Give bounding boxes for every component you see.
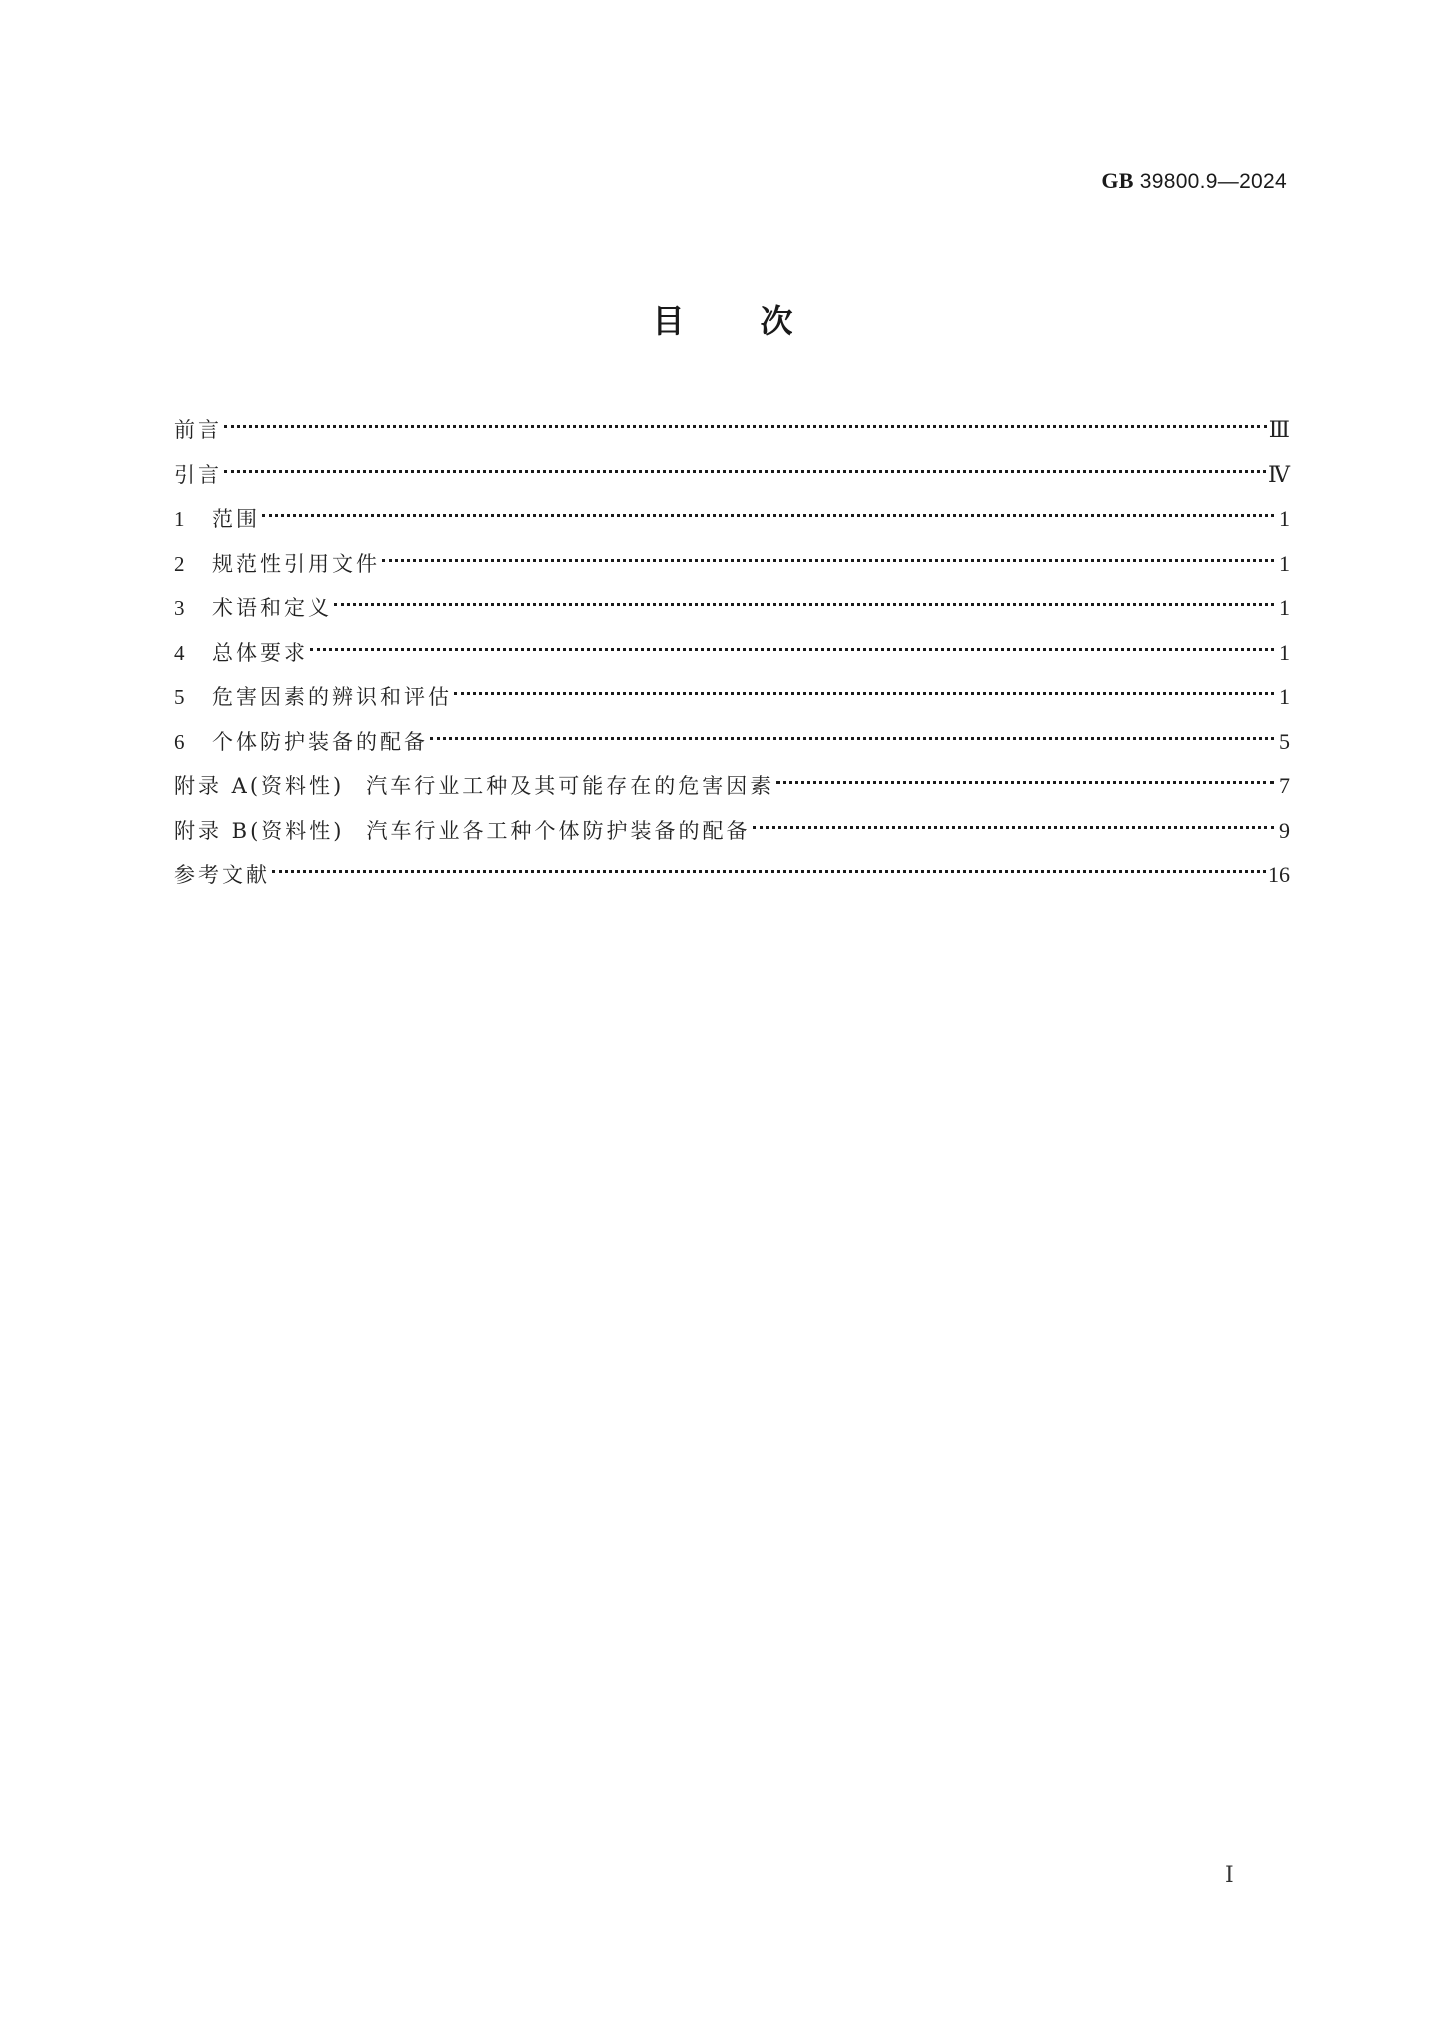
standard-prefix: GB bbox=[1101, 168, 1134, 193]
toc-entry-label: 危害因素的辨识和评估 bbox=[212, 685, 452, 709]
title-char-2: 次 bbox=[760, 302, 793, 340]
dot-leader bbox=[382, 559, 1274, 562]
toc-entry-label: 范围 bbox=[212, 507, 260, 531]
dot-leader bbox=[262, 514, 1274, 517]
dot-leader bbox=[753, 826, 1275, 829]
toc-entry-page: 5 bbox=[1279, 728, 1290, 754]
toc-entry-label: 汽车行业各工种个体防护装备的配备 bbox=[366, 818, 751, 843]
toc-entry-number: 4 bbox=[174, 640, 185, 665]
toc-entry-scope[interactable] bbox=[174, 501, 1290, 546]
toc-entry-label: 规范性引用文件 bbox=[212, 551, 380, 576]
toc-entry-page: 1 bbox=[1279, 506, 1290, 531]
toc-entry-label: 总体要求 bbox=[212, 640, 308, 665]
dot-leader bbox=[430, 737, 1274, 740]
toc-entry-number: 3 bbox=[174, 596, 185, 620]
toc-entry-page: 1 bbox=[1279, 684, 1290, 709]
toc-entry-annex-a[interactable] bbox=[174, 768, 1290, 813]
standard-code: 39800.9—2024 bbox=[1139, 170, 1287, 193]
standard-number bbox=[1101, 168, 1287, 194]
dot-leader bbox=[454, 692, 1274, 695]
toc-entry-foreword[interactable] bbox=[174, 412, 1290, 457]
page-number: Ⅰ bbox=[1225, 1862, 1234, 1887]
toc-entry-label: 个体防护装备的配备 bbox=[212, 729, 428, 754]
toc-entry-hazard-identification[interactable] bbox=[174, 679, 1290, 724]
toc-entry-normative-references[interactable] bbox=[174, 546, 1290, 591]
toc-entry-page: 1 bbox=[1279, 639, 1290, 665]
toc-entry-page: 16 bbox=[1268, 862, 1290, 887]
toc-entry-label: 参考文献 bbox=[174, 863, 270, 887]
toc-entry-number: 2 bbox=[174, 551, 185, 576]
toc-entry-label: 汽车行业工种及其可能存在的危害因素 bbox=[366, 774, 775, 798]
toc-entry-page: Ⅳ bbox=[1268, 461, 1290, 487]
toc-entry-introduction[interactable] bbox=[174, 457, 1290, 502]
toc-entry-number: 6 bbox=[174, 729, 185, 754]
table-of-contents bbox=[174, 412, 1290, 902]
toc-entry-number: 1 bbox=[174, 507, 185, 531]
toc-entry-general-requirements[interactable] bbox=[174, 635, 1290, 680]
toc-entry-terms-definitions[interactable] bbox=[174, 590, 1290, 635]
page-title bbox=[0, 296, 1445, 342]
dot-leader bbox=[776, 781, 1274, 784]
toc-entry-annex-prefix: 附录 B(资料性) bbox=[174, 818, 345, 843]
dot-leader bbox=[224, 425, 1267, 428]
toc-entry-page: 9 bbox=[1279, 817, 1290, 843]
toc-entry-page: 1 bbox=[1279, 595, 1290, 620]
toc-entry-label: 术语和定义 bbox=[212, 596, 332, 620]
toc-entry-annex-b[interactable] bbox=[174, 813, 1290, 858]
toc-entry-label: 前言 bbox=[174, 418, 222, 442]
toc-entry-label: 引言 bbox=[174, 462, 222, 487]
dot-leader bbox=[224, 470, 1266, 473]
toc-entry-bibliography[interactable] bbox=[174, 857, 1290, 902]
toc-entry-ppe-equipping[interactable] bbox=[174, 724, 1290, 769]
dot-leader bbox=[272, 870, 1266, 873]
toc-entry-number: 5 bbox=[174, 685, 185, 709]
toc-entry-page: 7 bbox=[1279, 773, 1290, 798]
dot-leader bbox=[334, 603, 1274, 606]
toc-entry-page: 1 bbox=[1279, 550, 1290, 576]
title-char-1: 目 bbox=[652, 302, 685, 340]
dot-leader bbox=[310, 648, 1274, 651]
toc-entry-annex-prefix: 附录 A(资料性) bbox=[174, 774, 345, 798]
toc-entry-page: Ⅲ bbox=[1268, 417, 1290, 442]
